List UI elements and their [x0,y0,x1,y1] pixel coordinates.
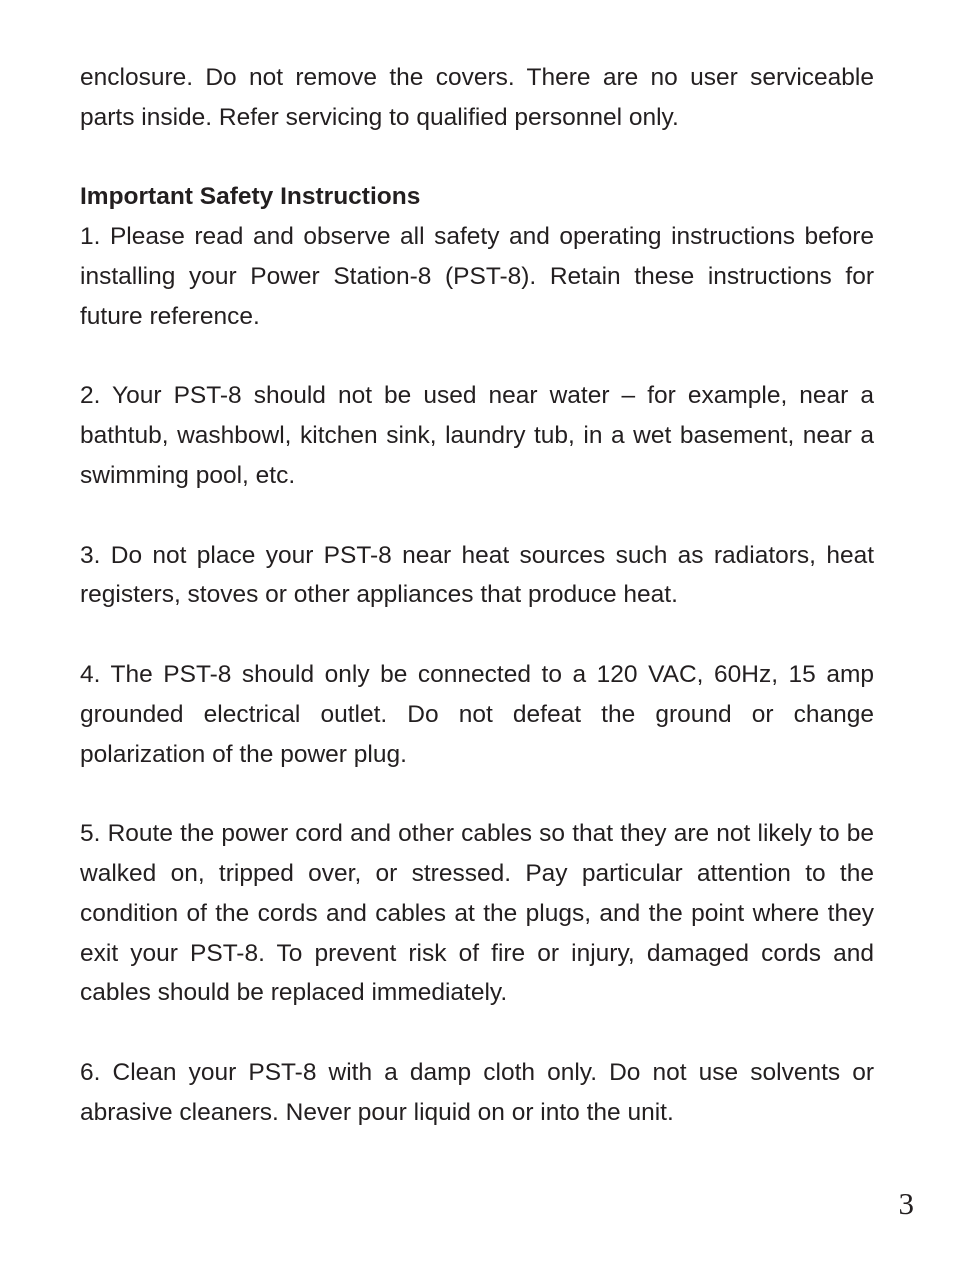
safety-item-2: 2. Your PST-8 should not be used near water – for example, near a bathtub, washbowl, kitchen sink, laundry tub, in a wet basement, near a swimming pool, etc. [80,382,874,489]
intro-paragraph: enclosure. Do not remove the covers. There are no user serviceable parts inside. Refer servicing to qualified personnel only. [80,64,874,131]
section-heading: Important Safety Instructions [80,183,421,211]
safety-item-3: 3. Do not place your PST-8 near heat sources such as radiators, heat registers, stoves or other appliances that produce heat. [80,541,874,609]
page-number: 3 [898,1186,914,1221]
safety-item-5: 5. Route the power cord and other cables so that they are not likely to be walked on, tripped over, or stressed. Pay particular attention to the condition of the cords and cables at the plugs, and the point where they exit your PST-8. To prevent risk of fire or injury, damaged cords and cables should be replaced immediately. [80,820,874,1007]
safety-item-1: 1. Please read and observe all safety and operating instructions before installing your Power Station-8 (PST-8). Retain these instructions for future reference. [80,223,874,330]
safety-item-4: 4. The PST-8 should only be connected to a 120 VAC, 60Hz, 15 amp grounded electrical outlet. Do not defeat the ground or change polarization of the power plug. [80,660,874,768]
safety-item-6: 6. Clean your PST-8 with a damp cloth only. Do not use solvents or abrasive cleaners. Never pour liquid on or into the unit. [80,1058,874,1126]
page-body [80,58,874,1172]
